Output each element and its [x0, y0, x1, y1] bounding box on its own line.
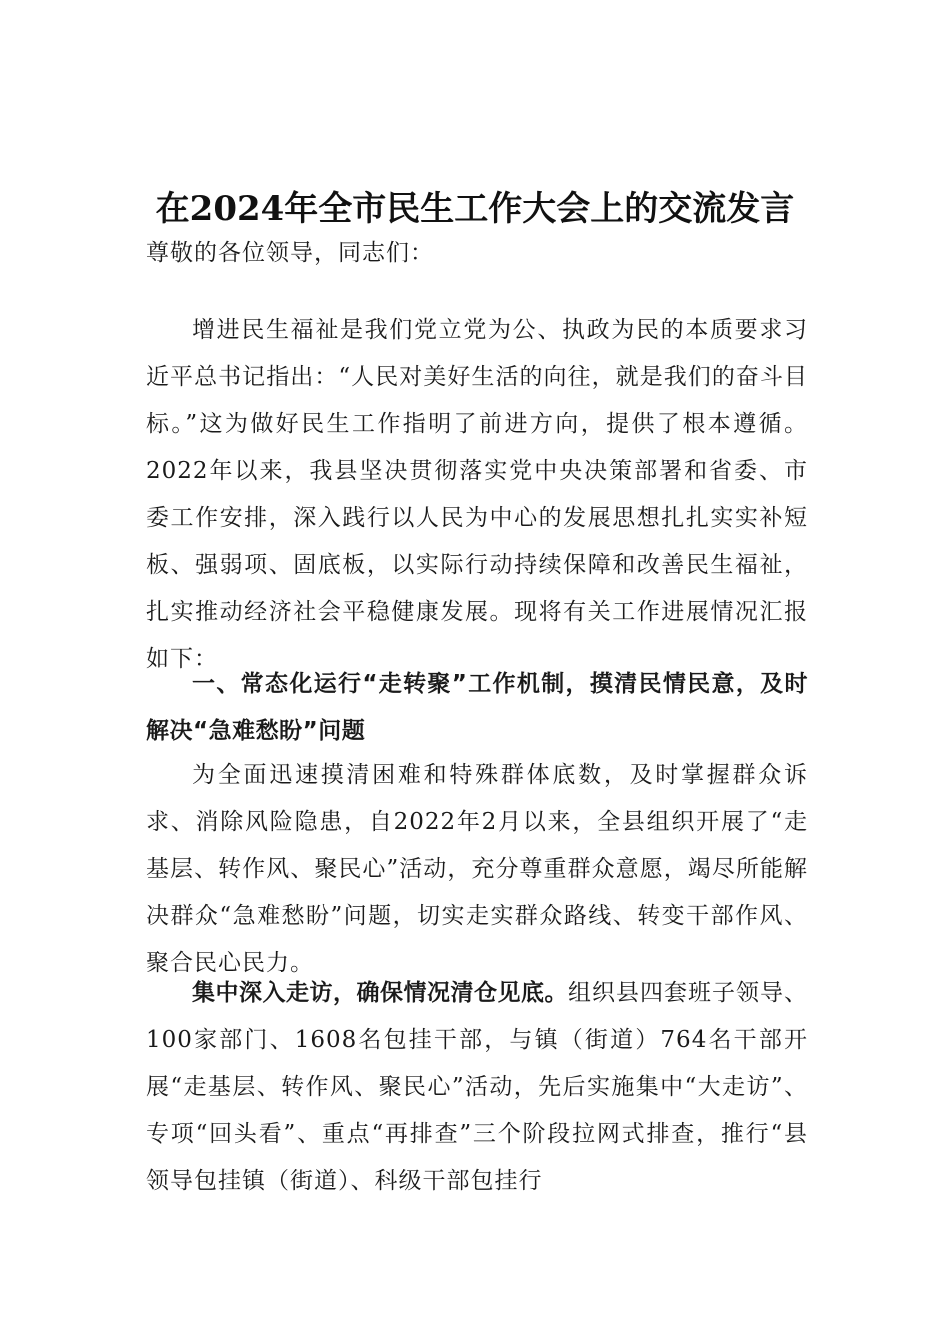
section-heading-1: 一、常态化运行“走转聚”工作机制，摸清民情民意，及时解决“急难愁盼”问题 — [146, 671, 808, 744]
paragraph-visits-text: 组织县四套班子领导、100家部门、1608名包挂干部，与镇（街道）764名干部开展“走基层、转作风、聚民心”活动，先后实施集中“大走访”、专项“回头看”、重点“再排查”三个阶段拉网式排查，推行“县领导包挂镇（街道）、科级干部包挂行 — [146, 980, 808, 1194]
paragraph-lead-sentence: 集中深入走访，确保情况清仓见底。 — [192, 980, 568, 1006]
paragraph-section1-body: 为全面迅速摸清困难和特殊群体底数，及时掌握群众诉求、消除风险隐患，自2022年2月以来，全县组织开展了“走基层、转作风、聚民心”活动，充分尊重群众意愿，竭尽所能解决群众“急难愁盼”问题，切实走实群众路线、转变干部作风、聚合民心民力。 — [146, 762, 808, 976]
salutation: 尊敬的各位领导，同志们： — [146, 240, 434, 266]
document-title: 在2024年全市民生工作大会上的交流发言 — [155, 188, 795, 229]
paragraph-visits — [146, 970, 808, 1205]
paragraph-intro: 增进民生福祉是我们党立党为公、执政为民的本质要求习近平总书记指出：“人民对美好生活的向往，就是我们的奋斗目标。”这为做好民生工作指明了前进方向，提供了根本遵循。2022年以来，我县坚决贯彻落实党中央决策部署和省委、市委工作安排，深入践行以人民为中心的发展思想扎扎实实补短板、强弱项、固底板，以实际行动持续保障和改善民生福祉，扎实推动经济社会平稳健康发展。现将有关工作进展情况汇报如下： — [146, 317, 808, 672]
